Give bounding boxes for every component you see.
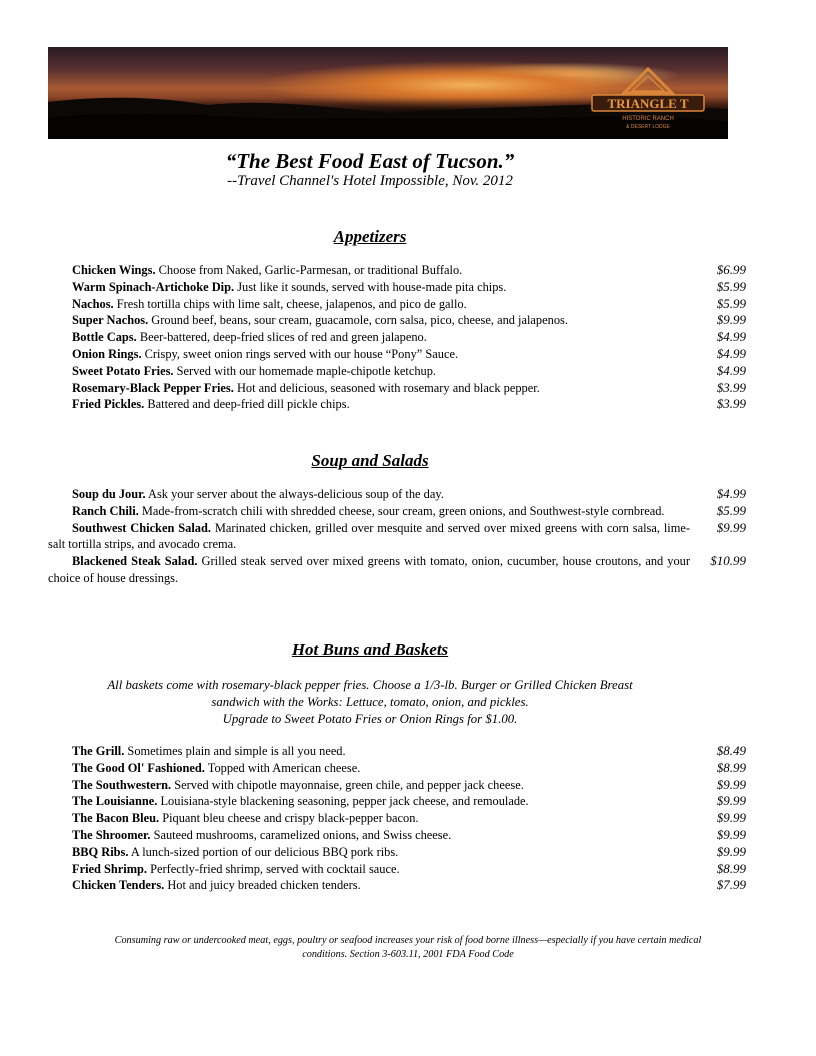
svg-text:& DESERT LODGE: & DESERT LODGE xyxy=(626,124,670,130)
menu-item xyxy=(48,346,758,363)
menu-item-name: Bottle Caps. xyxy=(72,330,137,345)
quote-attribution: --Travel Channel's Hotel Impossible, Nov. 2012 xyxy=(227,173,513,189)
menu-item-description: Louisiana-style blackening seasoning, pepper jack cheese, and remoulade. xyxy=(157,794,529,809)
menu-item xyxy=(48,810,758,827)
menu-item-description: Sauteed mushrooms, caramelized onions, and Swiss cheese. xyxy=(150,827,452,842)
menu-item-description: Served with our homemade maple-chipotle ketchup. xyxy=(173,363,437,378)
menu-item-description: Perfectly-fried shrimp, served with cocktail sauce. xyxy=(147,861,400,876)
menu-item-description: Crispy, sweet onion rings served with our house “Pony” Sauce. xyxy=(141,346,459,361)
menu-item-text xyxy=(48,363,690,380)
section-title-appetizers: Appetizers xyxy=(333,227,407,246)
menu-item-price: $7.99 xyxy=(716,877,746,893)
menu-item-description: Served with chipotle mayonnaise, green chile, and pepper jack cheese. xyxy=(171,777,524,792)
menu-item-name: Blackened Steak Salad. xyxy=(72,554,198,569)
menu-item-description: Choose from Naked, Garlic-Parmesan, or traditional Buffalo. xyxy=(155,263,463,277)
baskets-note-line-2: sandwich with the Works: Lettuce, tomato, onion, and pickles. xyxy=(211,695,529,709)
menu-item-text xyxy=(48,553,690,587)
menu-item xyxy=(48,760,758,777)
menu-item-name: Nachos. xyxy=(72,296,114,311)
menu-item-name: Fried Shrimp. xyxy=(72,861,148,876)
menu-item-text xyxy=(48,262,690,279)
menu-item-name: Super Nachos. xyxy=(72,313,149,328)
menu-item-description: Made-from-scratch chili with shredded cheese, sour cream, green onions, and Southwest-style cornbread. xyxy=(138,503,665,518)
menu-item-price: $10.99 xyxy=(710,553,746,569)
menu-item-description: Piquant bleu cheese and crispy black-pepper bacon. xyxy=(159,811,419,826)
triangle-t-logo xyxy=(588,65,708,135)
menu-item-name: Rosemary-Black Pepper Fries. xyxy=(72,380,234,395)
menu-item-name: Onion Rings. xyxy=(72,346,142,361)
baskets-note-line-3: Upgrade to Sweet Potato Fries or Onion Rings for $1.00. xyxy=(222,712,518,726)
menu-item-description: Hot and delicious, seasoned with rosemary and black pepper. xyxy=(233,380,540,395)
menu-item-description: Sometimes plain and simple is all you need. xyxy=(124,744,346,758)
menu-item xyxy=(48,861,758,878)
appetizers-list xyxy=(48,262,758,413)
menu-item xyxy=(48,363,758,380)
menu-item xyxy=(48,793,758,810)
menu-item-text xyxy=(48,877,690,894)
food-safety-disclaimer xyxy=(48,934,768,962)
menu-item-price: $6.99 xyxy=(716,262,746,277)
menu-item-text xyxy=(48,486,690,503)
menu-item-description: Ask your server about the always-delicious soup of the day. xyxy=(145,487,444,501)
menu-item xyxy=(48,486,758,503)
svg-text:HISTORIC RANCH: HISTORIC RANCH xyxy=(622,116,674,122)
menu-item-price: $3.99 xyxy=(716,379,746,395)
menu-item-price: $5.99 xyxy=(716,278,746,294)
menu-item xyxy=(48,777,758,794)
menu-item xyxy=(48,312,758,329)
disclaimer-line-2: conditions. Section 3-603.11, 2001 FDA Food Code xyxy=(302,949,514,960)
section-title-buns: Hot Buns and Baskets xyxy=(291,640,449,659)
menu-item-description: Grilled steak served over mixed greens with tomato, onion, cucumber, house croutons, and your choice of house dressings. xyxy=(48,554,690,585)
menu-item-description: Fresh tortilla chips with lime salt, cheese, jalapenos, and pico de gallo. xyxy=(113,296,467,311)
menu-item-description: Battered and deep-fried dill pickle chips. xyxy=(144,397,350,412)
menu-item xyxy=(48,296,758,313)
menu-item xyxy=(48,743,758,760)
menu-item xyxy=(48,877,758,894)
menu-item-text xyxy=(48,844,690,861)
menu-item-price: $4.99 xyxy=(716,362,746,378)
menu-item xyxy=(48,520,758,554)
section-title-soups: Soup and Salads xyxy=(311,451,429,470)
menu-item-text xyxy=(48,827,690,844)
menu-item-text xyxy=(48,279,690,296)
menu-item-name: Chicken Tenders. xyxy=(72,878,165,893)
menu-item-price: $9.99 xyxy=(716,312,746,328)
menu-item-name: The Louisianne. xyxy=(72,794,158,809)
menu-item-text xyxy=(48,380,690,397)
menu-item-text xyxy=(48,810,690,827)
menu-item-name: Sweet Potato Fries. xyxy=(72,363,174,378)
baskets-note-line-1: All baskets come with rosemary-black pepper fries. Choose a 1/3-lb. Burger or Grilled Chicken Breast xyxy=(107,678,633,692)
menu-item-text xyxy=(48,312,690,329)
menu-item-price: $4.99 xyxy=(716,329,746,345)
menu-item-price: $9.99 xyxy=(716,843,746,859)
menu-item-name: The Shroomer. xyxy=(72,827,151,842)
menu-item xyxy=(48,329,758,346)
soups-list xyxy=(48,486,758,587)
menu-item-description: Just like it sounds, served with house-made pita chips. xyxy=(234,279,507,294)
menu-item-price: $9.99 xyxy=(716,519,746,535)
menu-item xyxy=(48,553,758,587)
menu-item-text xyxy=(48,503,690,520)
menu-item-description: Beer-battered, deep-fried slices of red and green jalapeno. xyxy=(136,330,427,345)
menu-item xyxy=(48,396,758,413)
menu-item-price: $4.99 xyxy=(716,345,746,361)
menu-item-text xyxy=(48,296,690,313)
menu-item-name: Soup du Jour. xyxy=(72,487,146,501)
menu-item-description: Topped with American cheese. xyxy=(204,760,361,775)
menu-item-price: $8.49 xyxy=(716,743,746,758)
menu-item-name: BBQ Ribs. xyxy=(72,844,129,859)
menu-item-price: $9.99 xyxy=(716,776,746,792)
menu-item xyxy=(48,503,758,520)
menu-item-price: $4.99 xyxy=(716,486,746,501)
menu-item-text xyxy=(48,743,690,760)
menu-item-price: $8.99 xyxy=(716,759,746,775)
menu-item-price: $8.99 xyxy=(716,860,746,876)
menu-item-price: $9.99 xyxy=(716,793,746,809)
menu-item-name: Ranch Chili. xyxy=(72,503,139,518)
menu-item-name: The Bacon Bleu. xyxy=(72,811,160,826)
menu-item-price: $5.99 xyxy=(716,502,746,518)
menu-item-price: $9.99 xyxy=(716,826,746,842)
menu-item xyxy=(48,380,758,397)
menu-item-name: The Southwestern. xyxy=(72,777,172,792)
menu-item-text xyxy=(48,793,690,810)
menu-item-price: $9.99 xyxy=(716,810,746,826)
disclaimer-line-1: Consuming raw or undercooked meat, eggs, poultry or seafood increases your risk of food borne illness—especially if you have certain medical xyxy=(114,935,702,946)
menu-item-description: Ground beef, beans, sour cream, guacamole, corn salsa, pico, cheese, and jalapenos. xyxy=(148,313,568,328)
menu-item-name: Chicken Wings. xyxy=(72,263,156,277)
menu-item-text xyxy=(48,329,690,346)
menu-item-description: A lunch-sized portion of our delicious BBQ pork ribs. xyxy=(128,844,399,859)
menu-item-text xyxy=(48,346,690,363)
menu-item-text xyxy=(48,520,690,554)
menu-item-description: Hot and juicy breaded chicken tenders. xyxy=(164,878,361,893)
menu-item-name: Southwest Chicken Salad. xyxy=(72,520,211,535)
menu-item-text xyxy=(48,861,690,878)
menu-item-name: The Good Ol' Fashioned. xyxy=(72,760,205,775)
menu-item xyxy=(48,827,758,844)
menu-item-text xyxy=(48,777,690,794)
menu-item-name: Fried Pickles. xyxy=(72,397,145,412)
menu-item xyxy=(48,844,758,861)
menu-item-price: $5.99 xyxy=(716,295,746,311)
menu-item xyxy=(48,262,758,279)
menu-item-name: Warm Spinach-Artichoke Dip. xyxy=(72,279,235,294)
menu-item-price: $3.99 xyxy=(716,396,746,412)
sunset-banner-image xyxy=(48,47,728,139)
menu-item-description: Marinated chicken, grilled over mesquite and served over mixed greens with corn salsa, lime-salt tortilla strips, and avocado crema. xyxy=(48,520,690,552)
menu-item-text xyxy=(48,760,690,777)
menu-item-text xyxy=(48,396,690,413)
buns-list xyxy=(48,743,758,894)
headline-quote: “The Best Food East of Tucson.” xyxy=(225,149,515,173)
menu-item xyxy=(48,279,758,296)
menu-item-name: The Grill. xyxy=(72,744,125,758)
logo-text: TRIANGLE T xyxy=(607,96,689,111)
